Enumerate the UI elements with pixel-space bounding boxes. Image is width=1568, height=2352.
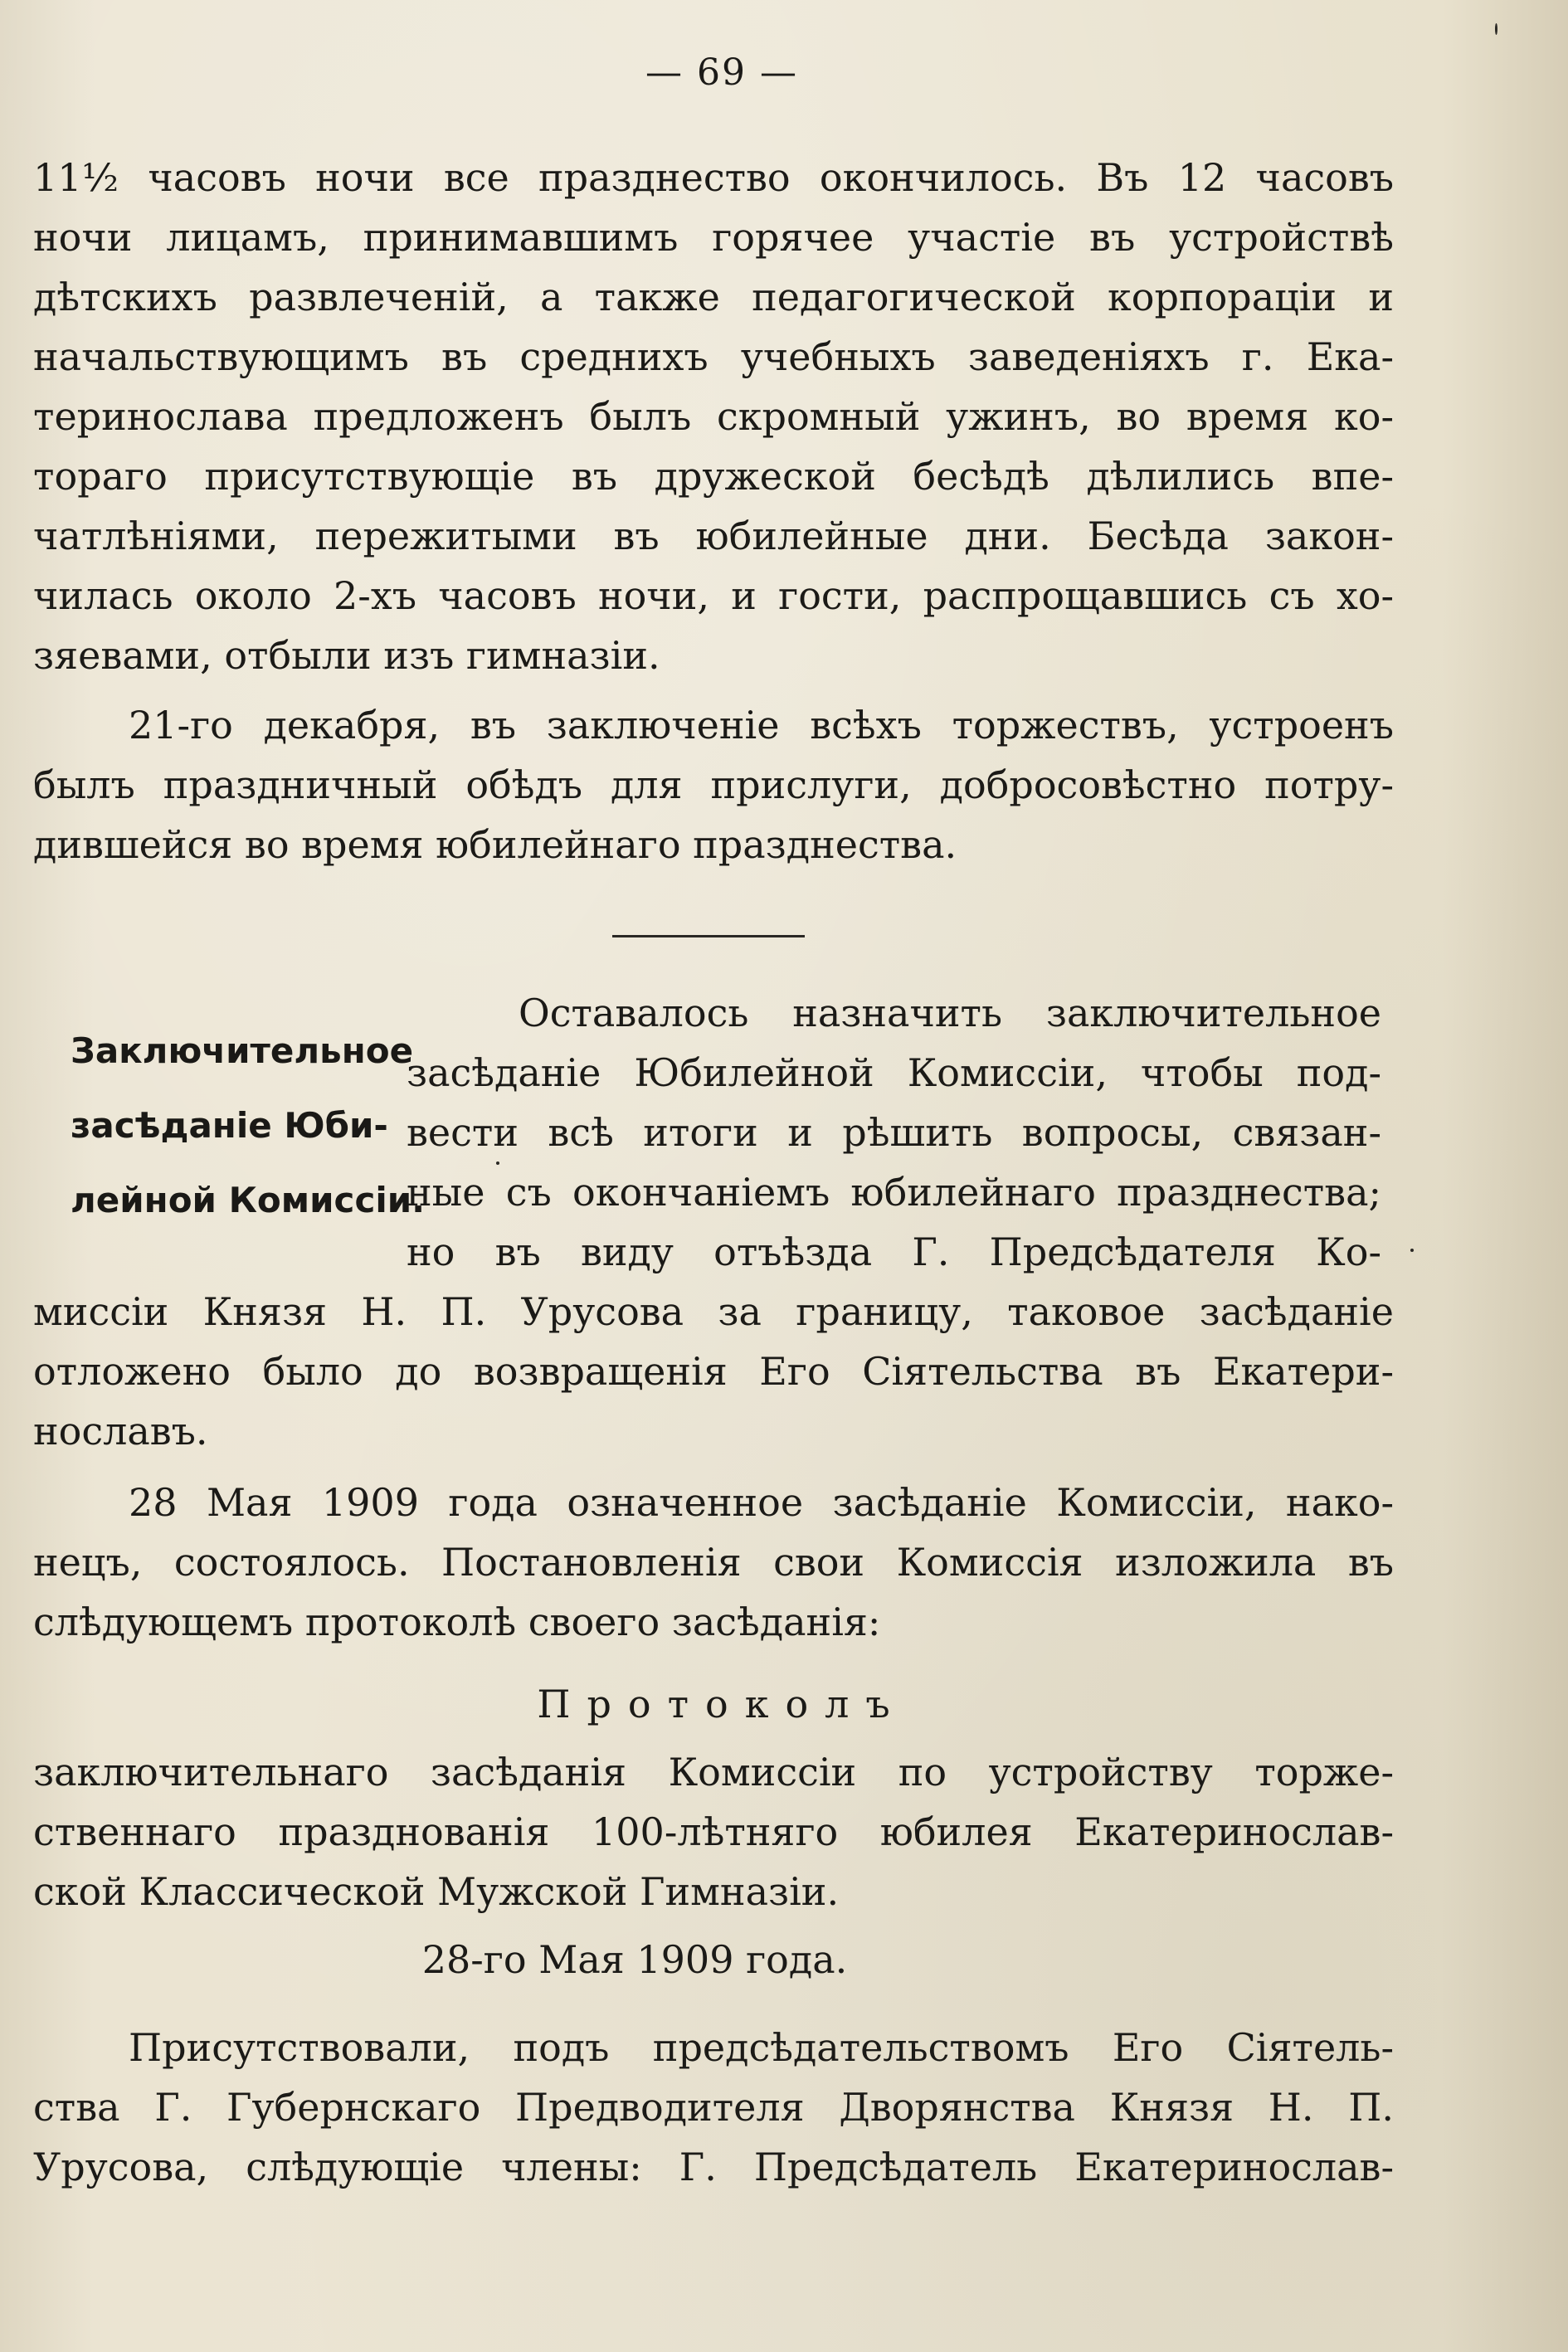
text-line: зяевами, отбыли изъ гимназіи. (33, 633, 660, 678)
text-line: миссіи Князя Н. П. Урусова за границу, таковое засѣданіе (33, 1289, 1394, 1334)
text-line: ской Классической Мужской Гимназіи. (33, 1869, 840, 1914)
text-line: 28 Мая 1909 года означенное засѣданіе Комиссіи, нако- (129, 1480, 1394, 1525)
protocol-subtitle (33, 1742, 1394, 1921)
text-line: заключительнаго засѣданія Комиссіи по устройству торже- (33, 1750, 1394, 1794)
text-line: ные съ окончаніемъ юбилейнаго празднества; (407, 1170, 1381, 1215)
text-line: чатлѣніями, пережитыми въ юбилейные дни. Бесѣда закон- (33, 514, 1394, 558)
text-line: засѣданіе Юбилейной Комиссіи, чтобы под- (407, 1050, 1381, 1095)
section-divider (612, 935, 805, 937)
text-line: 11½ часовъ ночи все празднество окончилось. Въ 12 часовъ (33, 155, 1394, 200)
text-line: нославъ. (33, 1409, 208, 1454)
text-line: вести всѣ итоги и рѣшить вопросы, связан- (407, 1110, 1381, 1155)
protocol-heading: Протоколъ (537, 1682, 907, 1726)
margin-heading-line: Заключительное (71, 1030, 414, 1071)
text-line: дѣтскихъ развлеченій, а также педагогической корпораціи и (33, 275, 1394, 319)
text-line: ства Г. Губернскаго Предводителя Дворянства Князя Н. П. (33, 2085, 1394, 2130)
ink-speck (1495, 23, 1497, 35)
text-line: нецъ, состоялось. Постановленія свои Комиссія изложила въ (33, 1540, 1394, 1585)
text-line: слѣдующемъ протоколѣ своего засѣданія: (33, 1600, 881, 1644)
text-line: ночи лицамъ, принимавшимъ горячее участіе въ устройствѣ (33, 215, 1394, 260)
text-line: ственнаго празднованія 100-лѣтняго юбилея Екатеринослав- (33, 1809, 1394, 1854)
paragraph-attendees (33, 2018, 1394, 2197)
text-line: тораго присутствующіе въ дружеской бесѣдѣ дѣлились впе- (33, 454, 1394, 499)
text-line: но въ виду отъѣзда Г. Предсѣдателя Ко- (407, 1230, 1381, 1274)
text-line: чилась около 2-хъ часовъ ночи, и гости, распрощавшись съ хо- (33, 573, 1394, 618)
text-line: 21-го декабря, въ заключеніе всѣхъ торжествъ, устроенъ (129, 703, 1394, 747)
paragraph-final-meeting-intro (407, 983, 1381, 1282)
paragraph-final-meeting-continued (33, 1282, 1394, 1461)
paragraph-meeting-held (33, 1473, 1394, 1652)
text-line: отложено было до возвращенія Его Сіятельства въ Екатери- (33, 1349, 1394, 1394)
protocol-date: 28-го Мая 1909 года. (421, 1937, 848, 1982)
paragraph-servants-dinner (33, 695, 1394, 874)
paragraph-ending-celebration (33, 148, 1394, 685)
text-line: былъ праздничный обѣдъ для прислуги, добросовѣстно потру- (33, 762, 1394, 807)
margin-heading-line: засѣданіе Юби- (71, 1105, 388, 1146)
margin-heading-line: лейной Комиссіи. (71, 1180, 426, 1220)
text-line: дившейся во время юбилейнаго празднества. (33, 822, 957, 867)
page-number: — 69 — (645, 51, 798, 94)
text-line: Урусова, слѣдующіе члены: Г. Предсѣдатель Екатеринослав- (33, 2145, 1394, 2189)
text-line: Оставалось назначить заключительное (519, 991, 1381, 1035)
text-line: теринослава предложенъ былъ скромный ужинъ, во время ко- (33, 394, 1394, 439)
margin-heading (71, 1014, 426, 1238)
ink-speck (1410, 1249, 1414, 1252)
text-line: Присутствовали, подъ предсѣдательствомъ Его Сіятель- (129, 2025, 1394, 2070)
ink-speck (496, 1161, 499, 1165)
text-line: начальствующимъ въ среднихъ учебныхъ заведеніяхъ г. Ека- (33, 334, 1394, 379)
